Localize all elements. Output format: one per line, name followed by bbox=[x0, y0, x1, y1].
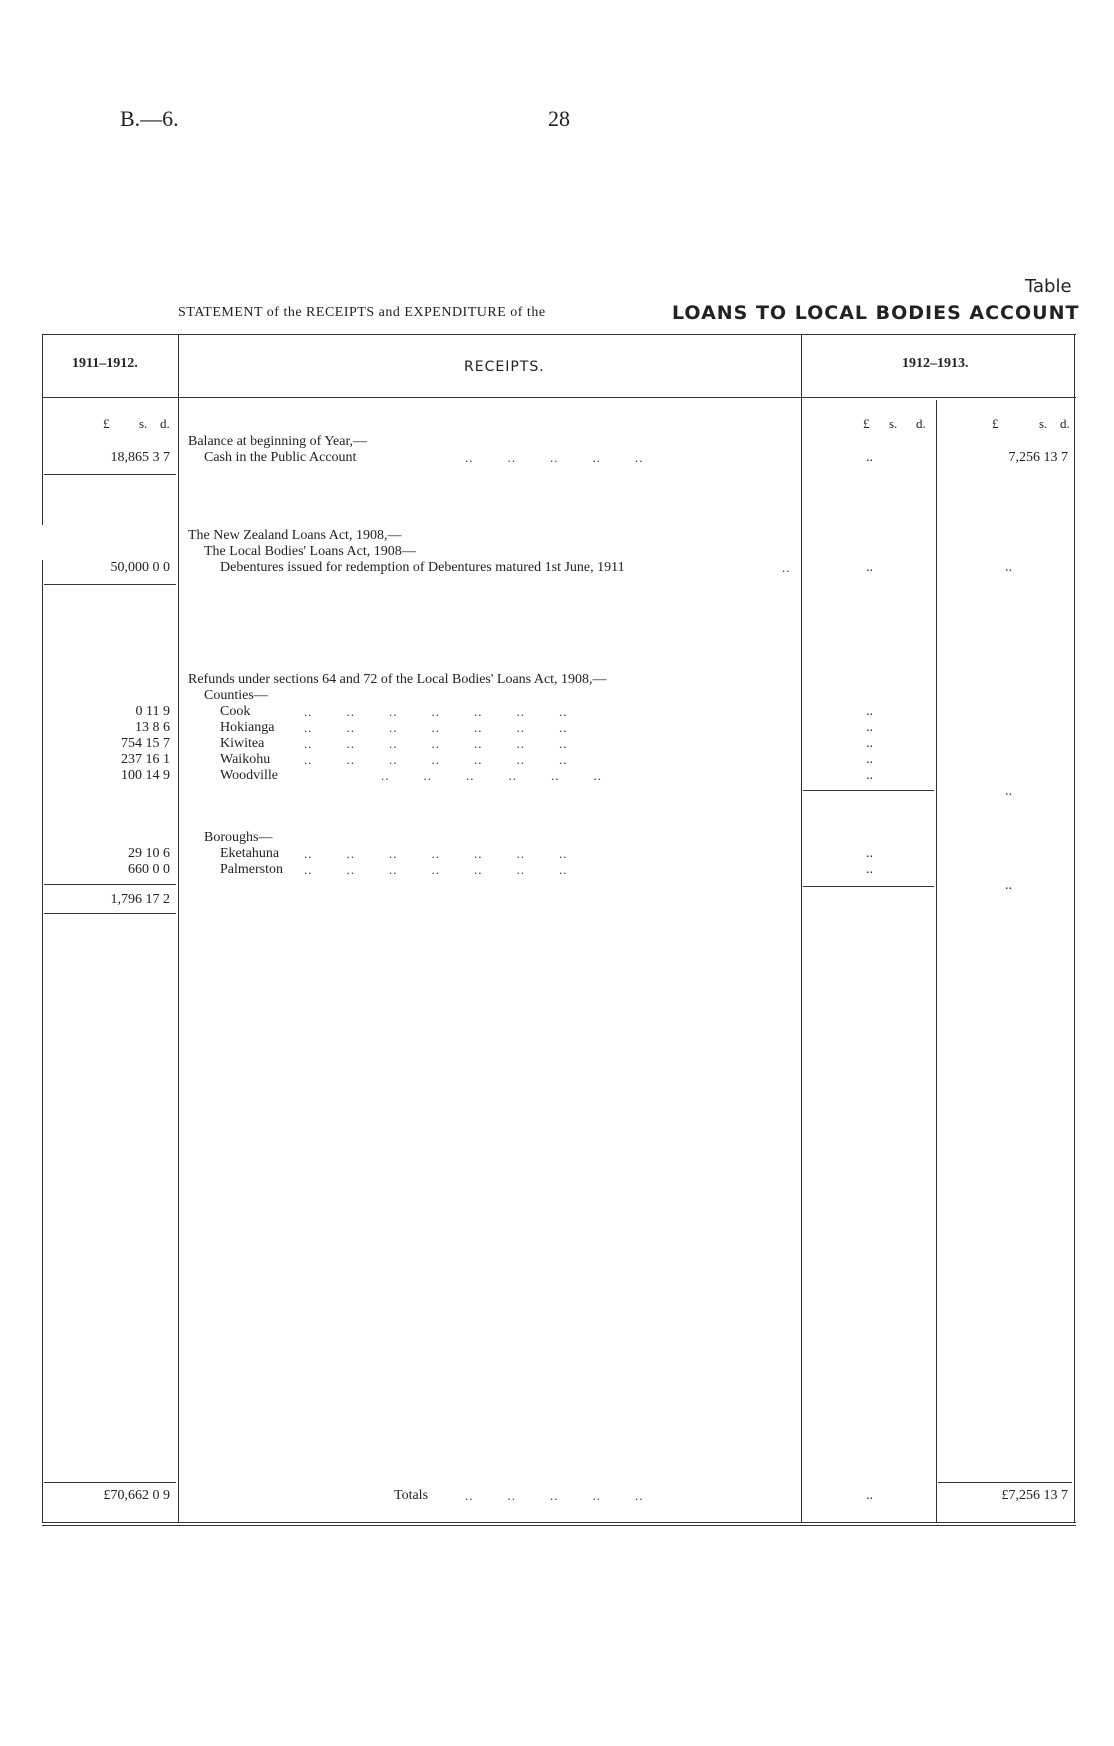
account-title: LOANS TO LOCAL BODIES ACCOUNT bbox=[672, 302, 1080, 324]
county-prev: 754 15 7 bbox=[121, 736, 170, 751]
county-mid: .. bbox=[866, 704, 873, 719]
totals-mid: .. bbox=[866, 1488, 873, 1503]
borough-name: Palmerston bbox=[220, 862, 283, 877]
county-prev: 0 11 9 bbox=[135, 704, 170, 719]
borough-mid: .. bbox=[866, 846, 873, 861]
loans-act-heading: The New Zealand Loans Act, 1908,— bbox=[188, 528, 402, 543]
county-mid: .. bbox=[866, 768, 873, 783]
header-receipts: RECEIPTS. bbox=[464, 359, 545, 375]
header-1912-1913: 1912–1913. bbox=[902, 356, 969, 371]
leader-dots: .. .. .. .. .. bbox=[465, 1488, 644, 1503]
balance-mid: .. bbox=[866, 450, 873, 465]
county-mid: .. bbox=[866, 720, 873, 735]
county-prev: 13 8 6 bbox=[135, 720, 170, 735]
boroughs-heading: Boroughs— bbox=[204, 830, 273, 845]
loans-act-prev: 50,000 0 0 bbox=[110, 560, 170, 575]
page-ref: B.—6. bbox=[120, 106, 179, 131]
unit-pound: £ bbox=[863, 416, 870, 431]
balance-line: Cash in the Public Account bbox=[204, 450, 357, 465]
refunds-heading: Refunds under sections 64 and 72 of the Local Bodies' Loans Act, 1908,— bbox=[188, 672, 607, 687]
leader-dots: .. .. .. .. .. .. .. bbox=[304, 736, 568, 751]
loans-act-line: Debentures issued for redemption of Debentures matured 1st June, 1911 bbox=[220, 560, 625, 575]
statement-title-prefix: STATEMENT of the RECEIPTS and EXPENDITURE of the bbox=[178, 305, 546, 320]
loans-act-sub: The Local Bodies' Loans Act, 1908— bbox=[204, 544, 416, 559]
balance-heading: Balance at beginning of Year,— bbox=[188, 434, 368, 449]
county-name: Cook bbox=[220, 704, 251, 719]
unit-shilling: s. bbox=[139, 416, 148, 431]
borough-name: Eketahuna bbox=[220, 846, 280, 861]
counties-curr: .. bbox=[1005, 784, 1012, 799]
county-mid: .. bbox=[866, 752, 873, 767]
loans-act-curr: .. bbox=[1005, 560, 1012, 575]
leader-dots: .. .. .. .. .. .. .. bbox=[304, 846, 568, 861]
leader-dots: .. .. .. .. .. .. bbox=[381, 768, 602, 783]
county-name: Kiwitea bbox=[220, 736, 265, 751]
county-name: Hokianga bbox=[220, 720, 275, 735]
county-mid: .. bbox=[866, 736, 873, 751]
county-prev: 100 14 9 bbox=[121, 768, 170, 783]
leader-dots: .. .. .. .. .. .. .. bbox=[304, 720, 568, 735]
borough-mid: .. bbox=[866, 862, 873, 877]
county-name: Waikohu bbox=[220, 752, 271, 767]
unit-pence: d. bbox=[916, 416, 926, 431]
county-name: Woodville bbox=[220, 768, 278, 783]
unit-pence: d. bbox=[160, 416, 170, 431]
totals-prev: £70,662 0 9 bbox=[103, 1488, 170, 1503]
loans-act-mid: .. bbox=[866, 560, 873, 575]
leader-dots: .. .. .. .. .. .. .. bbox=[304, 704, 568, 719]
totals-label: Totals bbox=[394, 1488, 429, 1503]
totals-curr: £7,256 13 7 bbox=[1001, 1488, 1068, 1503]
leader-dots: .. .. .. .. .. .. .. bbox=[304, 862, 568, 877]
county-prev: 237 16 1 bbox=[121, 752, 170, 767]
page-number: 28 bbox=[548, 106, 570, 131]
leader-dots: .. .. .. .. .. bbox=[465, 450, 644, 465]
unit-pence: d. bbox=[1060, 416, 1070, 431]
leader-dots: .. .. .. .. .. .. .. bbox=[304, 752, 568, 767]
header-1911-1912: 1911–1912. bbox=[72, 356, 138, 371]
unit-pound: £ bbox=[992, 416, 999, 431]
leader-dots: .. bbox=[782, 560, 791, 575]
unit-pound: £ bbox=[103, 416, 110, 431]
unit-shilling: s. bbox=[1039, 416, 1048, 431]
borough-prev: 660 0 0 bbox=[128, 862, 170, 877]
unit-shilling: s. bbox=[889, 416, 898, 431]
boroughs-curr: .. bbox=[1005, 878, 1012, 893]
balance-prev: 18,865 3 7 bbox=[110, 450, 170, 465]
borough-prev: 29 10 6 bbox=[128, 846, 170, 861]
table-label: Table bbox=[1025, 276, 1072, 297]
counties-heading: Counties— bbox=[204, 688, 268, 703]
refunds-subtotal-prev: 1,796 17 2 bbox=[110, 892, 170, 907]
balance-curr: 7,256 13 7 bbox=[1008, 450, 1068, 465]
